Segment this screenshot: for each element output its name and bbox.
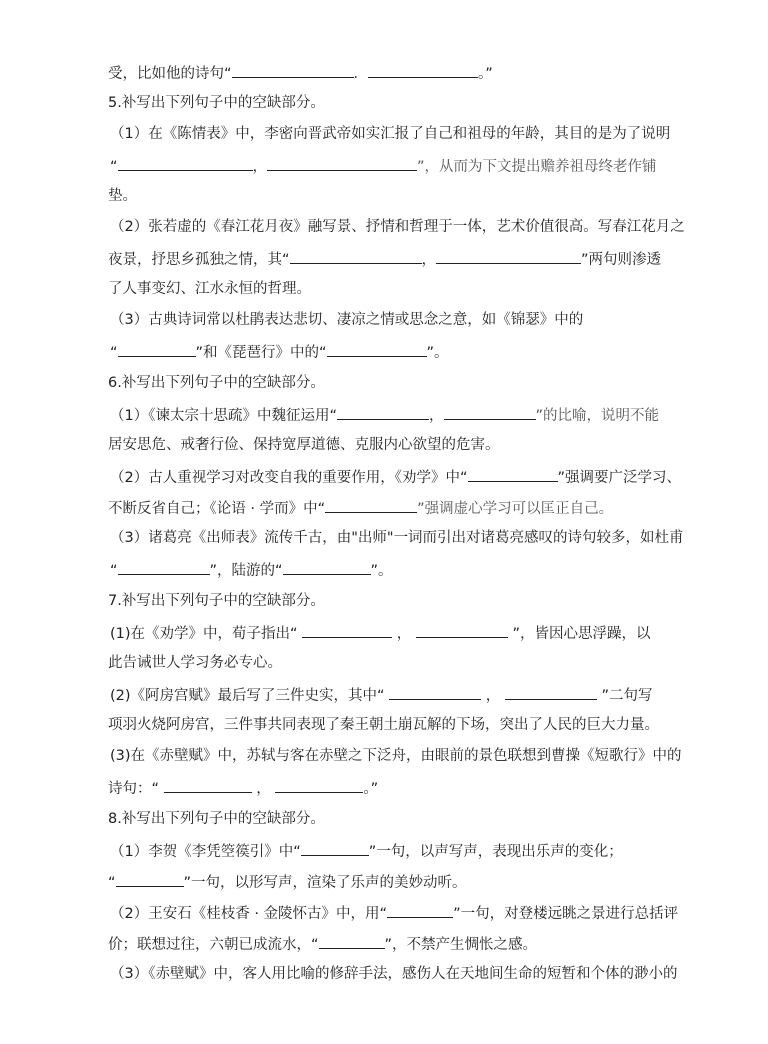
text-line [108,715,668,735]
text-segment: （3）古典诗词常以杜鹃表达悲切、凄凉之情或思念之意，如《锦瑟》中的 [110,312,584,328]
text-line [108,279,668,299]
text-segment: 了人事变幻、江水永恒的哲理。 [108,281,311,297]
text-segment: ”二句写 [596,688,653,704]
text-segment: 。” [363,781,379,797]
fill-in-blank [505,684,597,700]
text-line [110,840,670,862]
text-segment: （2）张若虚的《春江花月夜》融写景、抒情和哲理于一体，艺术价值很高。写春江花月之 [110,219,685,235]
question-heading [108,591,668,611]
text-segment: ”，不禁产生惆怅之感。 [384,937,538,953]
text-segment: ， [429,408,444,424]
text-line [108,871,668,893]
text-segment: “ [110,159,118,175]
fill-in-blank [325,497,417,513]
text-line [110,404,670,426]
text-segment: 诗句：“ [108,781,164,797]
fill-in-blank [116,871,184,887]
fill-in-blank [275,777,363,793]
text-segment: 垫。 [108,188,137,204]
fill-in-blank [164,777,252,793]
text-line [108,653,668,673]
text-segment: ”一句，以声写声，表现出乐声的变化； [368,844,623,860]
question-heading [108,809,668,829]
fill-in-blank [118,155,253,171]
text-segment: ”。 [426,345,449,361]
fill-in-blank [301,840,369,856]
question-heading [108,93,668,113]
fill-in-blank [118,341,196,357]
text-line [108,62,668,84]
text-line [110,902,679,924]
text-line [110,964,678,984]
text-line [110,746,682,766]
fill-in-blank [267,155,417,171]
text-segment: ”强调虚心学习可以匡正自己。 [417,501,614,517]
fill-in-blank [436,248,581,264]
text-segment: （3）《赤壁赋》中，客人用比喻的修辞手法，感伤人在天地间生命的短暂和个体的渺小的 [110,966,678,982]
fill-in-blank [389,684,481,700]
fill-in-blank [319,933,385,949]
text-segment: 受，比如他的诗句“ [108,66,232,82]
text-line [110,341,670,363]
text-segment: 此告诫世人学习务必专心。 [108,655,282,671]
text-line [110,622,670,644]
text-segment: “ [110,563,118,579]
text-line [110,217,685,237]
fill-in-blank [290,248,422,264]
text-segment: （3）诸葛亮《出师表》流传千古，由"出师"一词而引出对诸葛亮感叹的诗句较多，如杜甫 [110,530,684,546]
text-line [110,155,670,177]
text-segment: （2）古人重视学习对改变自我的重要作用，《劝学》中“ [110,470,468,486]
text-segment: 7.补写出下列句子中的空缺部分。 [108,593,325,609]
text-segment: 价；联想过往，六朝已成流水，“ [108,937,319,953]
text-line [110,466,682,488]
text-line [108,186,668,206]
text-segment: (1)在《劝学》中，荀子指出“ [110,626,303,642]
text-segment: ”，皆因心思浮躁，以 [507,626,651,642]
text-line [110,310,670,330]
text-segment: （1）李贺《李凭箜篌引》中“ [110,844,301,860]
text-segment: （1）在《陈情表》中，李密向晋武帝如实汇报了自己和祖母的年龄，其目的是为了说明 [110,126,671,142]
question-heading [108,373,668,393]
text-segment: ”。 [370,563,393,579]
fill-in-blank [444,404,536,420]
fill-in-blank [327,341,427,357]
text-line [108,435,668,455]
text-segment: （1）《谏太宗十思疏》中魏征运用“ [110,408,337,424]
text-line [108,497,668,519]
fill-in-blank [118,559,210,575]
text-segment: 8.补写出下列句子中的空缺部分。 [108,811,325,827]
text-line [110,528,684,548]
text-segment: ”，陆游的“ [209,563,283,579]
fill-in-blank [232,62,354,78]
fill-in-blank [468,466,558,482]
text-segment: ”，从而为下文提出赡养祖母终老作铺 [417,159,657,175]
text-segment: ”一句，以形写声，渲染了乐声的美妙动听。 [183,875,467,891]
text-segment: ， [251,781,276,797]
text-segment: 6.补写出下列句子中的空缺部分。 [108,375,325,391]
fill-in-blank [416,622,508,638]
text-segment: ”一句，对登楼远眺之景进行总括评 [453,906,679,922]
text-segment: (3)在《赤壁赋》中，苏轼与客在赤壁之下泛舟，由眼前的景色联想到曹操《短歌行》中的 [110,748,682,764]
text-segment: “ [108,875,116,891]
fill-in-blank [283,559,371,575]
text-segment: (2)《阿房宫赋》最后写了三件史实，其中“ [110,688,390,704]
fill-in-blank [302,622,392,638]
text-segment: ”两句则渗透 [581,252,662,268]
text-segment: 5.补写出下列句子中的空缺部分。 [108,95,325,111]
text-segment: ， [421,252,437,268]
text-segment: 项羽火烧阿房宫，三件事共同表现了秦王朝土崩瓦解的下场，突出了人民的巨大力量。 [108,717,659,733]
text-line [108,777,668,799]
text-segment: ． [353,66,369,82]
text-line [110,684,670,706]
text-segment: ， [252,159,268,175]
text-segment: ”的比喻，说明不能 [535,408,660,424]
text-line [110,559,670,581]
text-segment: （2）王安石《桂枝香 · 金陵怀古》中，用“ [110,906,388,922]
text-segment: ， [392,626,416,642]
fill-in-blank [368,62,478,78]
fill-in-blank [337,404,429,420]
text-segment: 不断反省自己；《论语 · 学而》中“ [108,501,326,517]
text-segment: 居安思危、戒奢行俭、保持宽厚道德、克服内心欲望的危害。 [108,437,500,453]
fill-in-blank [387,902,453,918]
text-segment: “ [110,345,118,361]
text-segment: ”强调要广泛学习、 [557,470,682,486]
text-line [108,248,668,270]
text-line [108,933,668,955]
text-segment: 夜景，抒思乡孤独之情，其“ [108,252,290,268]
text-line [110,124,670,144]
text-segment: ， [481,688,505,704]
text-segment: ”和《琵琶行》中的“ [195,345,327,361]
text-segment: 。” [478,66,493,82]
